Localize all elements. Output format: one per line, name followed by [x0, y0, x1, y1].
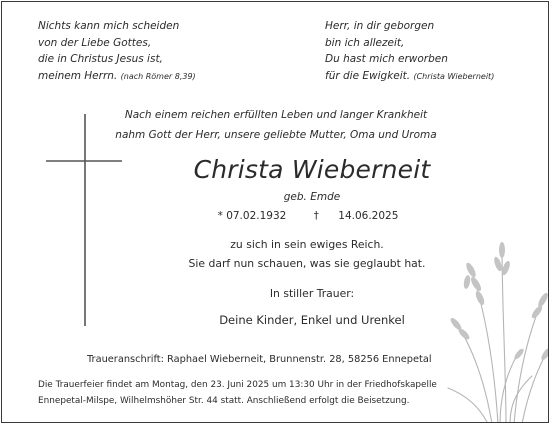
mourning-address: Traueranschrift: Raphael Wieberneit, Brunnenstr. 28, 58256 Ennepetal — [87, 354, 432, 365]
verse-right-line: Du hast mich erworben — [325, 53, 448, 66]
life-dates — [2, 210, 549, 222]
verse-left-line: die in Christus Jesus ist, — [38, 53, 163, 66]
death-date: 14.06.2025 — [338, 210, 399, 222]
verse-left — [38, 18, 196, 85]
verse-right-last: für die Ewigkeit. — [325, 69, 411, 82]
verse-right-line — [325, 68, 494, 86]
verse-right-source: (Christa Wieberneit) — [413, 71, 495, 81]
notice-line: Ennepetal-Milspe, Wilhelmshöher Str. 44 statt. Anschließend erfolgt die Beisetzung. — [38, 395, 410, 406]
verse-right-line: bin ich allezeit, — [325, 36, 405, 49]
verse-left-source: (nach Römer 8,39) — [120, 71, 196, 81]
verse-left-line: Nichts kann mich scheiden — [38, 20, 180, 32]
intro-line: nahm Gott der Herr, unsere geliebte Mutter, Oma und Uroma — [115, 128, 437, 141]
death-date-group — [306, 210, 407, 222]
verse-right — [325, 18, 494, 85]
intro-line: Nach einem reichen erfüllten Leben und langer Krankheit — [124, 109, 428, 121]
birth-name: geb. Emde — [283, 191, 341, 203]
body-line: Sie darf nun schauen, was sie geglaubt hat. — [188, 257, 426, 270]
funeral-notice — [38, 378, 437, 409]
verse-left-line: von der Liebe Gottes, — [38, 36, 152, 49]
notice-line: Die Trauerfeier findet am Montag, den 23. Juni 2025 um 13:30 Uhr in der Friedhofskapelle — [38, 380, 437, 390]
wheat-icon — [440, 238, 549, 423]
obituary-card — [1, 1, 549, 423]
death-cross-icon: † — [313, 210, 319, 222]
mourning-family: Deine Kinder, Enkel und Urenkel — [219, 313, 405, 327]
verse-left-last: meinem Herrn. — [38, 69, 118, 82]
deceased-name: Christa Wieberneit — [193, 155, 431, 184]
mourning-heading: In stiller Trauer: — [269, 287, 355, 300]
verse-right-line: Herr, in dir geborgen — [325, 20, 435, 32]
body-line: zu sich in sein ewiges Reich. — [230, 238, 384, 251]
verse-left-line — [38, 68, 196, 86]
birth-date: * 07.02.1932 — [217, 210, 287, 222]
